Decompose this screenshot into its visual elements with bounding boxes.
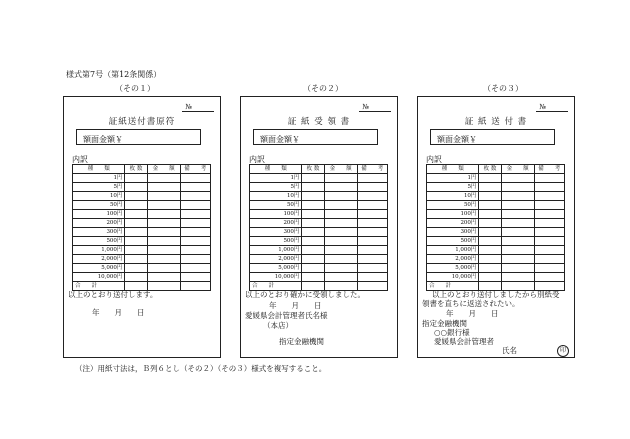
table-row: [250, 237, 388, 246]
blank-cell: [324, 237, 357, 246]
sent-statement-line2: 領書を直ちに返送されたい。: [422, 299, 520, 308]
table-row: [427, 228, 565, 237]
number-label: №: [185, 103, 192, 111]
table-row: [73, 228, 211, 237]
denomination-cell: 100円: [73, 210, 125, 219]
form-1-original-stub: [63, 96, 221, 358]
blank-cell: [125, 228, 147, 237]
number-label: №: [362, 103, 369, 111]
header-amount: 金 額: [501, 165, 534, 174]
blank-cell: [147, 255, 180, 264]
blank-cell: [302, 264, 324, 273]
blank-cell: [125, 255, 147, 264]
header-amount: 金 額: [147, 165, 180, 174]
blank-cell: [324, 246, 357, 255]
table-header-row: [73, 165, 211, 174]
blank-cell: [125, 192, 147, 201]
table-row: [73, 219, 211, 228]
denomination-cell: 5,000円: [250, 264, 302, 273]
blank-cell: [479, 219, 501, 228]
form-title: 証紙送付書原符: [108, 117, 176, 127]
column-label-2: （その２）: [303, 84, 343, 93]
blank-cell: [180, 246, 210, 255]
blank-cell: [302, 219, 324, 228]
blank-cell: [501, 237, 534, 246]
denomination-cell: 10円: [427, 192, 479, 201]
blank-cell: [302, 273, 324, 282]
denomination-cell: 10円: [73, 192, 125, 201]
table-row: [250, 228, 388, 237]
designated-bank: 指定金融機関: [422, 319, 467, 328]
form-2-receipt: [240, 96, 398, 358]
denomination-cell: 10,000円: [73, 273, 125, 282]
denomination-cell: 500円: [73, 237, 125, 246]
amount-box: [253, 129, 378, 145]
denomination-cell: 50円: [250, 201, 302, 210]
blank-cell: [302, 174, 324, 183]
table-row: [250, 192, 388, 201]
blank-cell: [180, 210, 210, 219]
table-row: [73, 201, 211, 210]
form-title: 証 紙 送 付 書: [464, 117, 528, 127]
blank-cell: [357, 219, 387, 228]
blank-cell: [147, 228, 180, 237]
header-remarks: 備 考: [180, 165, 210, 174]
table-row: [250, 183, 388, 192]
blank-cell: [501, 174, 534, 183]
blank-cell: [479, 174, 501, 183]
table-row: [73, 264, 211, 273]
blank-cell: [324, 183, 357, 192]
table-row: [73, 192, 211, 201]
blank-cell: [479, 246, 501, 255]
blank-cell: [125, 237, 147, 246]
form-3-delivery-note: [417, 96, 575, 358]
blank-cell: [147, 201, 180, 210]
blank-cell: [125, 273, 147, 282]
breakdown-label: 内訳: [72, 155, 88, 164]
header-count: 枚 数: [479, 165, 501, 174]
blank-cell: [302, 210, 324, 219]
table-row: [250, 174, 388, 183]
denomination-cell: 200円: [250, 219, 302, 228]
denomination-cell: 50円: [427, 201, 479, 210]
denomination-cell: 2,000円: [250, 255, 302, 264]
table-row: [250, 210, 388, 219]
denomination-cell: 1,000円: [73, 246, 125, 255]
blank-cell: [147, 174, 180, 183]
denomination-cell: 10円: [250, 192, 302, 201]
blank-cell: [479, 201, 501, 210]
amount-box: [430, 129, 555, 145]
blank-cell: [357, 210, 387, 219]
blank-cell: [357, 237, 387, 246]
blank-cell: [180, 219, 210, 228]
blank-cell: [125, 210, 147, 219]
blank-cell: [357, 264, 387, 273]
blank-cell: [302, 183, 324, 192]
blank-cell: [534, 228, 564, 237]
blank-cell: [324, 255, 357, 264]
denomination-cell: 500円: [427, 237, 479, 246]
footnote: （注）用紙寸法は，Ｂ列６とし（その２）（その３）様式を複写すること。: [75, 364, 327, 373]
blank-cell: [479, 237, 501, 246]
table-row: [427, 183, 565, 192]
table-row: [73, 210, 211, 219]
blank-cell: [180, 174, 210, 183]
blank-cell: [125, 219, 147, 228]
blank-cell: [357, 192, 387, 201]
official-addressee: 愛媛県会計管理者氏名様: [245, 311, 328, 320]
blank-cell: [479, 273, 501, 282]
column-label-3: （その３）: [483, 84, 523, 93]
blank-cell: [180, 228, 210, 237]
blank-cell: [324, 264, 357, 273]
blank-cell: [147, 264, 180, 273]
denomination-cell: 300円: [427, 228, 479, 237]
number-underline: [536, 111, 568, 112]
table-row: [427, 174, 565, 183]
header-remarks: 備 考: [534, 165, 564, 174]
date-line: 年 月 日: [269, 301, 322, 310]
blank-cell: [357, 255, 387, 264]
date-line: 年 月 日: [446, 309, 499, 318]
number-underline: [359, 111, 391, 112]
blank-cell: [147, 183, 180, 192]
denomination-cell: 100円: [427, 210, 479, 219]
blank-cell: [147, 210, 180, 219]
denomination-cell: 5円: [250, 183, 302, 192]
table-row: [73, 237, 211, 246]
blank-cell: [302, 192, 324, 201]
blank-cell: [147, 192, 180, 201]
blank-cell: [357, 273, 387, 282]
table-row: [427, 201, 565, 210]
header-denomination: 種 類: [73, 165, 125, 174]
blank-cell: [357, 246, 387, 255]
denomination-cell: 1円: [73, 174, 125, 183]
denomination-cell: 1,000円: [427, 246, 479, 255]
blank-cell: [479, 228, 501, 237]
blank-cell: [479, 183, 501, 192]
table-row: [250, 273, 388, 282]
table-row: [427, 264, 565, 273]
blank-cell: [125, 201, 147, 210]
denomination-cell: 5円: [73, 183, 125, 192]
blank-cell: [357, 183, 387, 192]
table-row: [73, 174, 211, 183]
table-row: [427, 246, 565, 255]
denomination-cell: 2,000円: [427, 255, 479, 264]
table-header-row: [427, 165, 565, 174]
blank-cell: [534, 237, 564, 246]
blank-cell: [302, 228, 324, 237]
seal-mark: 印: [557, 345, 569, 357]
column-label-1: （その１）: [115, 84, 155, 93]
blank-cell: [324, 219, 357, 228]
blank-cell: [324, 174, 357, 183]
blank-cell: [357, 174, 387, 183]
blank-cell: [302, 237, 324, 246]
denomination-cell: 5,000円: [73, 264, 125, 273]
blank-cell: [147, 246, 180, 255]
header-denomination: 種 類: [427, 165, 479, 174]
blank-cell: [180, 282, 210, 291]
table-row: [73, 273, 211, 282]
amount-label: 額面金額￥: [260, 135, 300, 144]
blank-cell: [534, 201, 564, 210]
denomination-cell: 10,000円: [250, 273, 302, 282]
denomination-cell: 5,000円: [427, 264, 479, 273]
blank-cell: [147, 237, 180, 246]
blank-cell: [180, 273, 210, 282]
blank-cell: [534, 264, 564, 273]
denomination-cell: 300円: [250, 228, 302, 237]
table-row: [250, 255, 388, 264]
blank-cell: [302, 201, 324, 210]
number-underline: [182, 111, 214, 112]
blank-cell: [302, 255, 324, 264]
blank-cell: [180, 201, 210, 210]
total-label: 合 計: [73, 282, 125, 291]
blank-cell: [357, 228, 387, 237]
table-row: [427, 219, 565, 228]
amount-box: [76, 129, 201, 145]
blank-cell: [147, 273, 180, 282]
total-label: 合 計: [427, 282, 479, 291]
blank-cell: [302, 246, 324, 255]
name-label: 氏名: [502, 346, 517, 355]
designated-bank: 指定金融機関: [279, 337, 324, 346]
amount-label: 額面金額￥: [83, 135, 123, 144]
blank-cell: [125, 246, 147, 255]
blank-cell: [324, 210, 357, 219]
blank-cell: [534, 246, 564, 255]
blank-cell: [180, 255, 210, 264]
form-title: 証 紙 受 領 書: [287, 117, 351, 127]
blank-cell: [501, 264, 534, 273]
table-row: [427, 210, 565, 219]
denomination-cell: 100円: [250, 210, 302, 219]
blank-cell: [180, 183, 210, 192]
table-row: [427, 192, 565, 201]
table-row: [250, 264, 388, 273]
table-row: [427, 237, 565, 246]
blank-cell: [501, 228, 534, 237]
sent-statement: 以上のとおり送付します。: [68, 290, 158, 299]
blank-cell: [479, 192, 501, 201]
breakdown-table: [426, 164, 565, 291]
blank-cell: [534, 273, 564, 282]
amount-label: 額面金額￥: [437, 135, 477, 144]
blank-cell: [180, 237, 210, 246]
sent-statement-line1: 以上のとおり送付しましたから別紙受: [432, 290, 560, 299]
blank-cell: [534, 210, 564, 219]
blank-cell: [501, 201, 534, 210]
blank-cell: [324, 228, 357, 237]
blank-cell: [125, 174, 147, 183]
denomination-cell: 1円: [250, 174, 302, 183]
denomination-cell: 5円: [427, 183, 479, 192]
breakdown-label: 内訳: [249, 155, 265, 164]
denomination-cell: 300円: [73, 228, 125, 237]
table-row: [73, 183, 211, 192]
breakdown-table: [72, 164, 211, 291]
blank-cell: [357, 201, 387, 210]
blank-cell: [180, 264, 210, 273]
header-remarks: 備 考: [357, 165, 387, 174]
form-number-label: 様式第7号（第12条関係）: [66, 70, 162, 79]
blank-cell: [534, 174, 564, 183]
received-statement: 以上のとおり確かに受領しました。: [245, 290, 365, 299]
table-row: [250, 219, 388, 228]
blank-cell: [324, 192, 357, 201]
blank-cell: [534, 192, 564, 201]
denomination-cell: 200円: [427, 219, 479, 228]
branch-label: （本店）: [263, 321, 293, 330]
total-label: 合 計: [250, 282, 302, 291]
denomination-cell: 1円: [427, 174, 479, 183]
blank-cell: [324, 201, 357, 210]
table-header-row: [250, 165, 388, 174]
blank-cell: [501, 246, 534, 255]
breakdown-table: [249, 164, 388, 291]
blank-cell: [534, 183, 564, 192]
blank-cell: [125, 183, 147, 192]
blank-cell: [147, 219, 180, 228]
blank-cell: [501, 210, 534, 219]
table-row: [250, 201, 388, 210]
date-line: 年 月 日: [92, 308, 145, 317]
blank-cell: [501, 219, 534, 228]
official-label: 愛媛県会計管理者: [434, 337, 494, 346]
denomination-cell: 1,000円: [250, 246, 302, 255]
blank-cell: [501, 255, 534, 264]
blank-cell: [501, 192, 534, 201]
denomination-cell: 500円: [250, 237, 302, 246]
blank-cell: [125, 264, 147, 273]
blank-cell: [534, 255, 564, 264]
blank-cell: [324, 273, 357, 282]
number-label: №: [539, 103, 546, 111]
table-row: [250, 246, 388, 255]
breakdown-label: 内訳: [426, 155, 442, 164]
denomination-cell: 10,000円: [427, 273, 479, 282]
blank-cell: [534, 219, 564, 228]
denomination-cell: 200円: [73, 219, 125, 228]
blank-cell: [479, 210, 501, 219]
blank-cell: [479, 255, 501, 264]
header-denomination: 種 類: [250, 165, 302, 174]
blank-cell: [501, 183, 534, 192]
denomination-cell: 50円: [73, 201, 125, 210]
denomination-cell: 2,000円: [73, 255, 125, 264]
blank-cell: [479, 264, 501, 273]
table-row: [73, 246, 211, 255]
header-count: 枚 数: [302, 165, 324, 174]
table-row: [427, 273, 565, 282]
table-row: [427, 255, 565, 264]
blank-cell: [180, 192, 210, 201]
header-amount: 金 額: [324, 165, 357, 174]
bank-addressee: ○○銀行様: [434, 328, 470, 337]
header-count: 枚 数: [125, 165, 147, 174]
blank-cell: [501, 273, 534, 282]
table-row: [73, 255, 211, 264]
